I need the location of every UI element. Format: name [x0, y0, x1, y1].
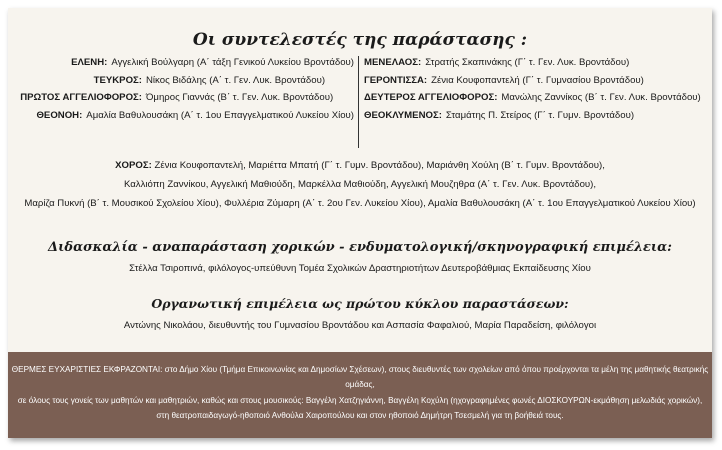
role-name: ΘΕΟΚΛΥΜΕΝΟΣ:	[364, 109, 442, 121]
role-name: ΔΕΥΤΕΡΟΣ ΑΓΓΕΛΙΟΦΟΡΟΣ:	[364, 92, 498, 104]
chorus-line: Μαρίζα Πυκνή (Β΄ τ. Μουσικού Σχολείου Χίου), Φυλλέρια Ζύμαρη (Α΄ τ. 2ου Γεν. Λυκείου Χίου), Αμαλία Βαθυλουσάκη (Α΄ τ. 1ου Επαγγελματικού Λυκείου Χίου)	[24, 198, 696, 209]
thanks-line: σε όλους τους γονείς των μαθητών και μαθητριών, καθώς και στους μουσικούς: Βαγγέλη Χατζηγιάννη, Βαγγέλη Κοχύλη (ηχογραφημένες φωνές ΔΙΟΣΚΟΥΡΩΝ-εκμάθηση μελωδιάς χορικών),	[17, 395, 703, 405]
thanks-footer	[8, 352, 712, 438]
cast-row	[364, 54, 709, 72]
actor-name: Αγγελική Βούλγαρη (Α΄ τάξη Γενικού Λυκείου Βροντάδου)	[111, 57, 354, 68]
page-title: Οι συντελεστές της παράστασης :	[192, 30, 528, 50]
direction-heading: Διδασκαλία - αναπαράσταση χορικών - ενδυματολογική/σκηνογραφική επιμέλεια:	[48, 240, 672, 255]
actor-name: Νίκος Βιδάλης (Α΄ τ. Γεν. Λυκ. Βροντάδου)	[146, 74, 326, 86]
actor-name: Μανώλης Ζαννίκος (Β΄ τ. Γεν. Λυκ. Βροντάδου)	[501, 92, 701, 104]
chorus-line: Καλλιόπη Ζαννίκου, Αγγελική Μαθιούδη, Μαρκέλλα Μαθιούδη, Αγγελική Μουζηθρα (Α΄ τ. Γεν. Λυκ. Βροντάδου),	[123, 179, 597, 190]
organization-heading: Οργανωτική επιμέλεια ως πρώτου κύκλου παραστάσεων:	[151, 296, 569, 311]
cast-row	[364, 107, 709, 125]
chorus-label: ΧΟΡΟΣ:	[115, 160, 152, 171]
cast-row	[14, 107, 354, 125]
cast-list-left	[14, 54, 354, 124]
column-divider	[358, 56, 359, 148]
cast-row	[364, 89, 709, 107]
cast-row	[364, 72, 709, 90]
actor-name: Όμηρος Γιαννάς (Β΄ τ. Γεν. Λυκ. Βροντάδου)	[146, 92, 334, 104]
role-name: ΠΡΩΤΟΣ ΑΓΓΕΛΙΟΦΟΡΟΣ:	[20, 92, 142, 104]
role-name: ΤΕΥΚΡΟΣ:	[93, 74, 142, 86]
chorus-section	[8, 156, 712, 213]
cast-row	[14, 72, 354, 90]
thanks-line: στη θεατροπαιδαγωγό-ηθοποιό Ανθούλα Χαιροπούλου και στον ηθοποιό Δημήτρη Τσεσμελή για τη βοήθειά τους.	[156, 411, 564, 421]
cast-row	[14, 89, 354, 107]
chorus-line	[8, 156, 712, 175]
actor-name: Αμαλία Βαθυλουσάκη (Α΄ τ. 1ου Επαγγελματικού Λυκείου Χίου)	[86, 109, 354, 121]
cast-list-right	[364, 54, 709, 124]
direction-text: Στέλλα Τσιροπινά, φιλόλογος-υπεύθυνη Τομέα Σχολικών Δραστηριοτήτων Δευτεροβάθμιας Εκπαίδευσης Χίου	[129, 263, 591, 274]
role-name: ΜΕΝΕΛΑΟΣ:	[364, 57, 422, 68]
role-name: ΕΛΕΝΗ:	[71, 57, 108, 68]
chorus-members: Ζένια Κουφοπαντελή, Μαριέττα Μπατή (Γ΄ τ. Γυμν. Βροντάδου), Μαριάνθη Χούλη (Β΄ τ. Γυμν. Βροντάδου),	[154, 160, 605, 171]
role-name: ΓΕΡΟΝΤΙΣΣΑ:	[364, 74, 428, 86]
actor-name: Στρατής Σκαπινάκης (Γ΄ τ. Γεν. Λυκ. Βροντάδου)	[425, 57, 630, 68]
program-panel	[8, 8, 712, 438]
actor-name: Ζένια Κουφοπαντελή (Γ΄ τ. Γυμνασίου Βροντάδου)	[431, 74, 644, 86]
role-name: ΘΕΟΝΟΗ:	[36, 109, 83, 121]
cast-row	[14, 54, 354, 72]
organization-text: Αντώνης Νικολάου, διευθυντής του Γυμνασίου Βροντάδου και Ασπασία Φαφαλιού, Μαρία Παραδείση, φιλόλογοι	[123, 320, 597, 331]
actor-name: Σταμάτης Π. Στείρος (Γ΄ τ. Γυμν. Βροντάδου)	[445, 109, 635, 121]
thanks-line: ΘΕΡΜΕΣ ΕΥΧΑΡΙΣΤΙΕΣ ΕΚΦΡΑΖΟΝΤΑΙ: στο Δήμο Χίου (Τμήμα Επικοινωνίας και Δημοσίων Σχέσεων), στους διευθυντές των σχολείων από όπου προέρχονται τα μέλη της μαθητικής θεατρικής ομάδας,	[11, 365, 709, 390]
